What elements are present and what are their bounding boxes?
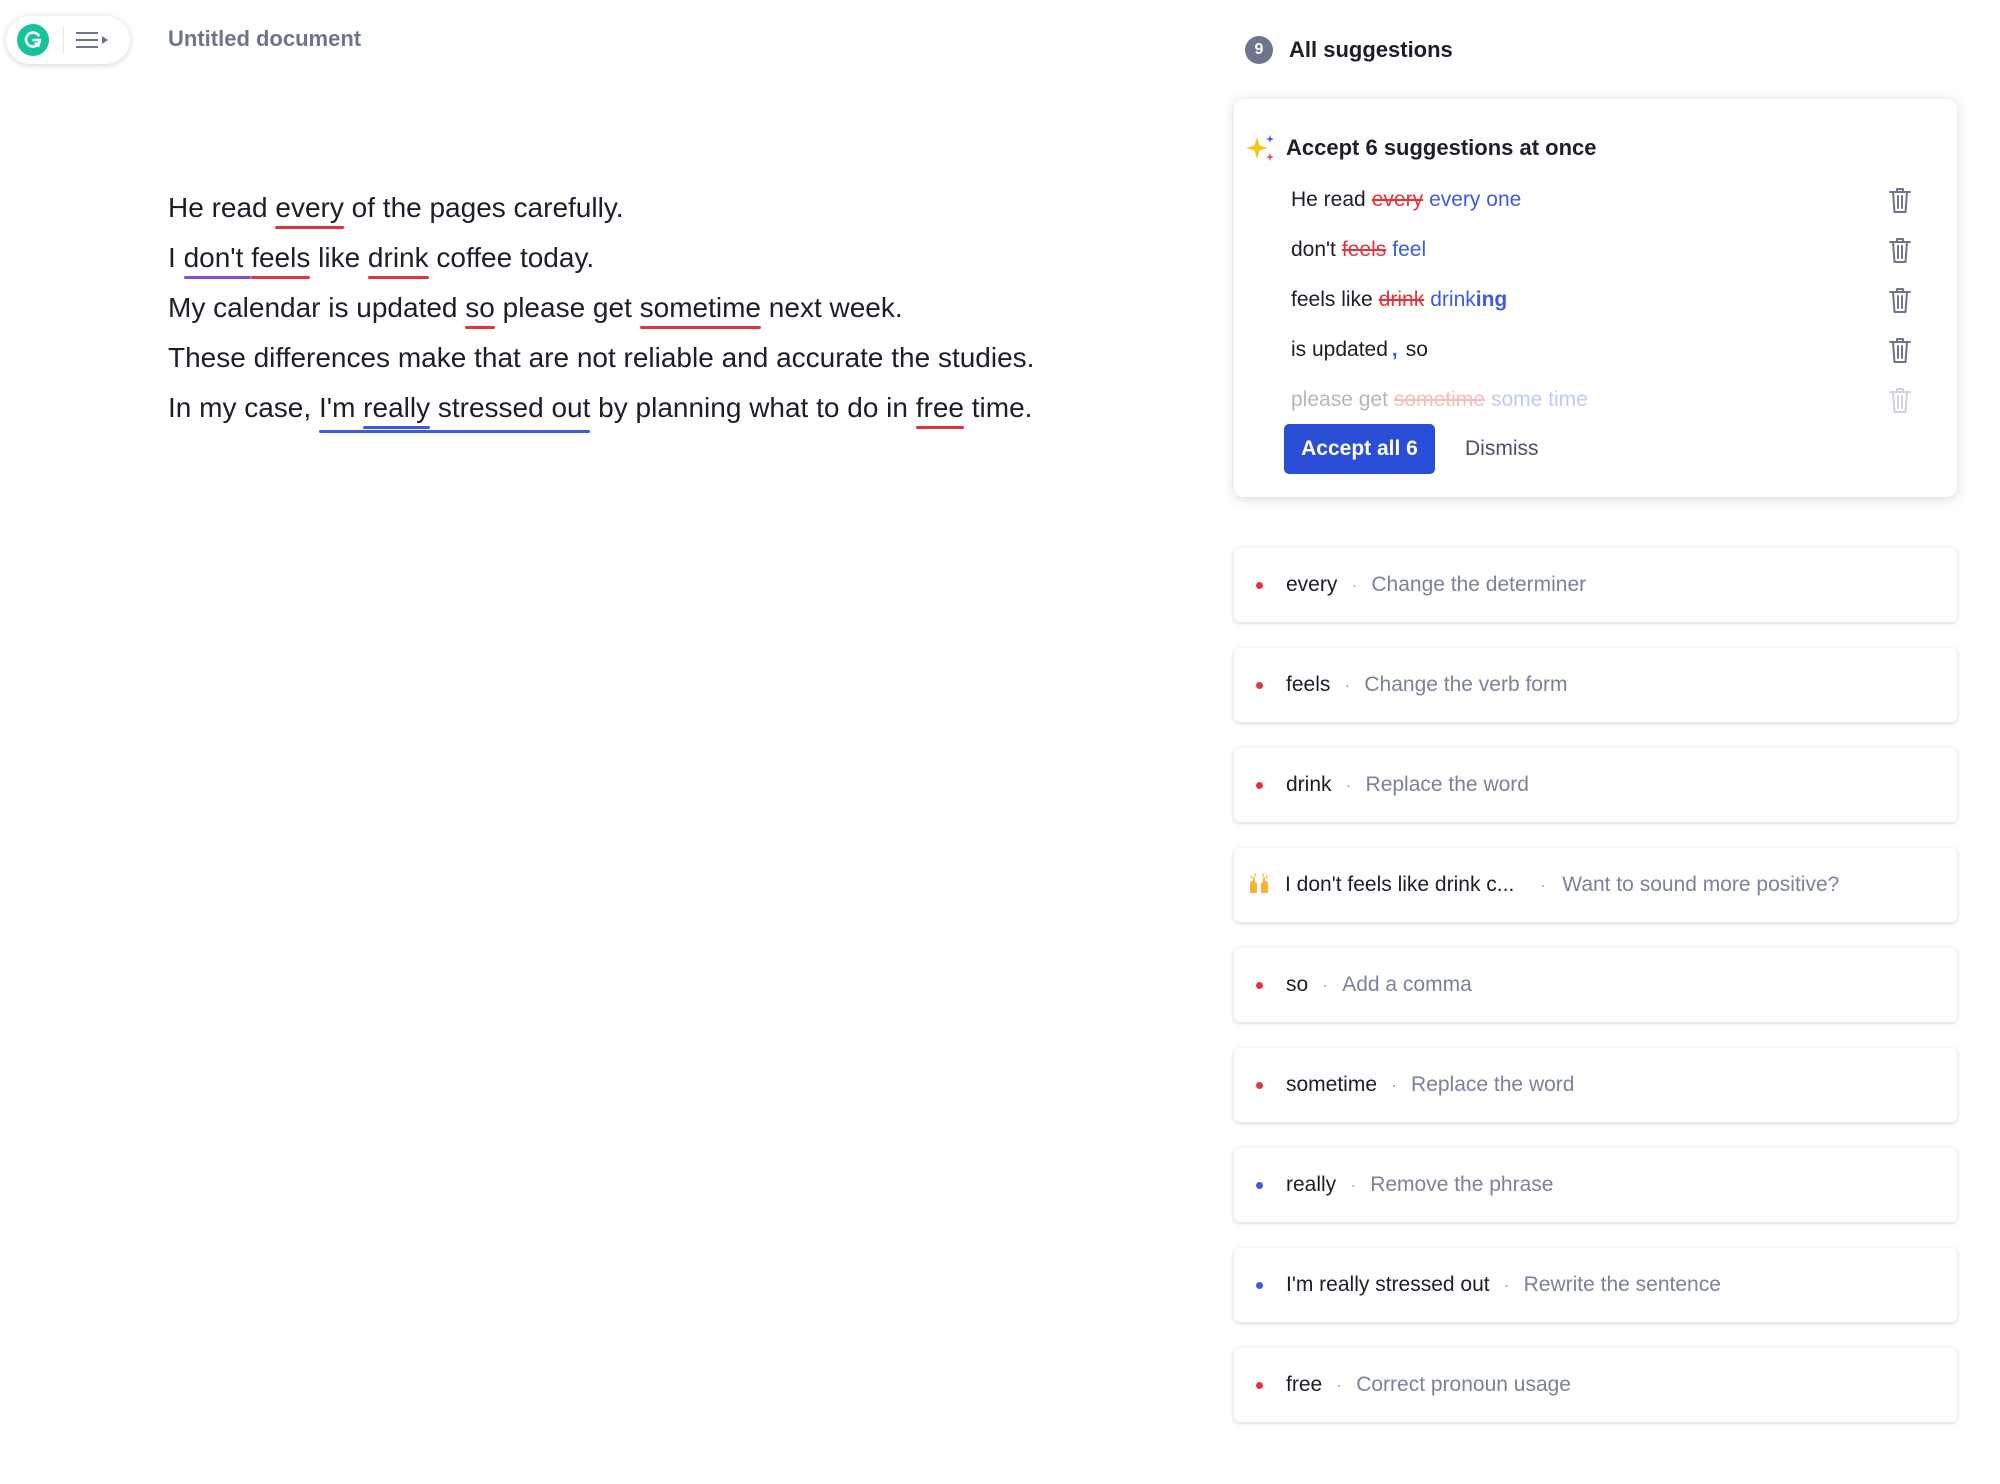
inserted-text: feel [1392, 238, 1427, 261]
suggestion-word: every [1286, 573, 1338, 596]
suggestion-word: really [1286, 1173, 1337, 1196]
separator: · [1391, 1074, 1398, 1095]
text-segment: of the pages carefully. [343, 192, 624, 223]
suggestion-card-really[interactable] [1234, 1148, 1957, 1222]
row-context-after: so [1405, 338, 1428, 361]
suggestion-word: I don't feels like drink c... [1285, 873, 1515, 896]
issue-really[interactable]: really [363, 392, 431, 423]
inserted-base: drink [1430, 288, 1476, 311]
correctness-dot-icon [1256, 1082, 1263, 1089]
text-line-5 [168, 383, 1168, 433]
suggestion-count-badge: 9 [1245, 36, 1273, 64]
inserted-suffix: ing [1475, 288, 1508, 311]
correctness-dot-icon [1256, 582, 1263, 589]
suggestion-description: Add a comma [1342, 973, 1472, 996]
text-segment: I [168, 242, 184, 273]
separator: · [1322, 974, 1329, 995]
suggestion-word: free [1286, 1373, 1323, 1396]
row-context: please get [1291, 388, 1388, 411]
text-segment: These differences make that are not reliable and accurate the studies. [168, 342, 1035, 373]
separator: · [1540, 874, 1547, 895]
trash-icon[interactable] [1886, 385, 1914, 415]
suggestion-description: Change the verb form [1364, 673, 1568, 696]
menu-button[interactable] [76, 30, 108, 50]
bulk-row-drink [1291, 280, 1911, 320]
bulk-row-comma [1291, 330, 1911, 370]
correctness-dot-icon [1256, 682, 1263, 689]
document-editor[interactable] [168, 183, 1168, 433]
text-line-2 [168, 233, 1168, 283]
correctness-dot-icon [1256, 1382, 1263, 1389]
bulk-row-sometime [1291, 380, 1911, 420]
raising-hands-icon [1247, 873, 1271, 897]
row-context: feels like [1291, 288, 1373, 311]
bulk-accept-card [1234, 99, 1957, 497]
separator: · [1503, 1274, 1510, 1295]
dismiss-button[interactable]: Dismiss [1465, 437, 1539, 460]
hamburger-menu-icon [76, 30, 98, 50]
text-segment: stressed out [430, 392, 591, 423]
row-context: don't [1291, 238, 1336, 261]
suggestion-card-rewrite[interactable] [1234, 1248, 1957, 1322]
bulk-accept-header [1246, 133, 1597, 163]
bulk-row-every [1291, 180, 1911, 220]
row-context: He read [1291, 188, 1366, 211]
suggestion-description: Remove the phrase [1370, 1173, 1554, 1196]
toolbar-divider [63, 26, 64, 54]
deleted-text: drink [1378, 288, 1425, 311]
suggestion-description: Replace the word [1411, 1073, 1575, 1096]
suggestion-description: Want to sound more positive? [1562, 873, 1840, 896]
separator: · [1344, 674, 1351, 695]
separator: · [1350, 1174, 1357, 1195]
issue-feels[interactable]: feels [251, 242, 311, 273]
clarity-dot-icon [1256, 1282, 1263, 1289]
caret-right-icon [102, 36, 108, 44]
text-segment: He read [168, 192, 276, 223]
text-line-1 [168, 183, 1168, 233]
correctness-dot-icon [1256, 982, 1263, 989]
grammarly-toolbar [6, 16, 130, 64]
inserted-text [1430, 288, 1507, 312]
issue-rewrite-sentence[interactable] [319, 392, 590, 423]
issue-so[interactable]: so [465, 292, 495, 323]
deleted-text: every [1371, 188, 1424, 211]
suggestion-word: feels [1286, 673, 1331, 696]
grammarly-logo-icon[interactable] [17, 24, 49, 56]
text-line-3 [168, 283, 1168, 333]
text-segment: by planning what to do in [590, 392, 916, 423]
deleted-text: sometime [1393, 388, 1485, 411]
bulk-accept-title: Accept 6 suggestions at once [1286, 135, 1597, 160]
suggestion-card-sometime[interactable] [1234, 1048, 1957, 1122]
suggestion-word: sometime [1286, 1073, 1378, 1096]
panel-heading[interactable]: All suggestions [1289, 37, 1453, 62]
correctness-dot-icon [1256, 782, 1263, 789]
suggestion-description: Correct pronoun usage [1356, 1373, 1571, 1396]
issue-drink[interactable]: drink [367, 242, 429, 273]
row-context: is updated [1291, 338, 1388, 361]
text-segment: like [310, 242, 368, 273]
trash-icon[interactable] [1886, 185, 1914, 215]
text-segment: coffee today. [428, 242, 595, 273]
inserted-text: , [1391, 338, 1398, 361]
suggestion-card-so[interactable] [1234, 948, 1957, 1022]
separator: · [1336, 1374, 1343, 1395]
inserted-text: some time [1490, 388, 1588, 411]
suggestion-word: drink [1286, 773, 1332, 796]
suggestion-word: so [1286, 973, 1309, 996]
issue-tone-dont[interactable]: don't [183, 242, 252, 273]
suggestion-card-tone[interactable] [1234, 848, 1957, 922]
separator: · [1351, 574, 1358, 595]
accept-all-button[interactable]: Accept all 6 [1284, 424, 1435, 474]
document-title[interactable]: Untitled document [168, 26, 362, 51]
trash-icon[interactable] [1886, 285, 1914, 315]
trash-icon[interactable] [1886, 235, 1914, 265]
issue-every[interactable]: every [275, 192, 344, 223]
sparkles-icon [1246, 133, 1276, 163]
suggestion-description: Replace the word [1365, 773, 1529, 796]
text-segment: please get [494, 292, 640, 323]
suggestion-card-free[interactable] [1234, 1348, 1957, 1422]
suggestion-card-every[interactable] [1234, 548, 1957, 622]
suggestion-description: Rewrite the sentence [1523, 1273, 1721, 1296]
suggestion-description: Change the determiner [1371, 573, 1587, 596]
inserted-text: every one [1429, 188, 1522, 211]
clarity-dot-icon [1256, 1182, 1263, 1189]
text-segment: time. [964, 392, 1033, 423]
separator: · [1345, 774, 1352, 795]
text-line-4 [168, 333, 1168, 383]
text-segment: My calendar is updated [168, 292, 466, 323]
text-segment: I'm [318, 392, 364, 423]
text-segment: next week. [761, 292, 903, 323]
issue-free[interactable]: free [915, 392, 964, 423]
text-segment: In my case, [168, 392, 319, 423]
deleted-text: feels [1341, 238, 1387, 261]
suggestion-card-feels[interactable] [1234, 648, 1957, 722]
issue-sometime[interactable]: sometime [639, 292, 762, 323]
suggestion-card-drink[interactable] [1234, 748, 1957, 822]
trash-icon[interactable] [1886, 335, 1914, 365]
bulk-row-feels [1291, 230, 1911, 270]
suggestion-word: I'm really stressed out [1286, 1273, 1490, 1296]
